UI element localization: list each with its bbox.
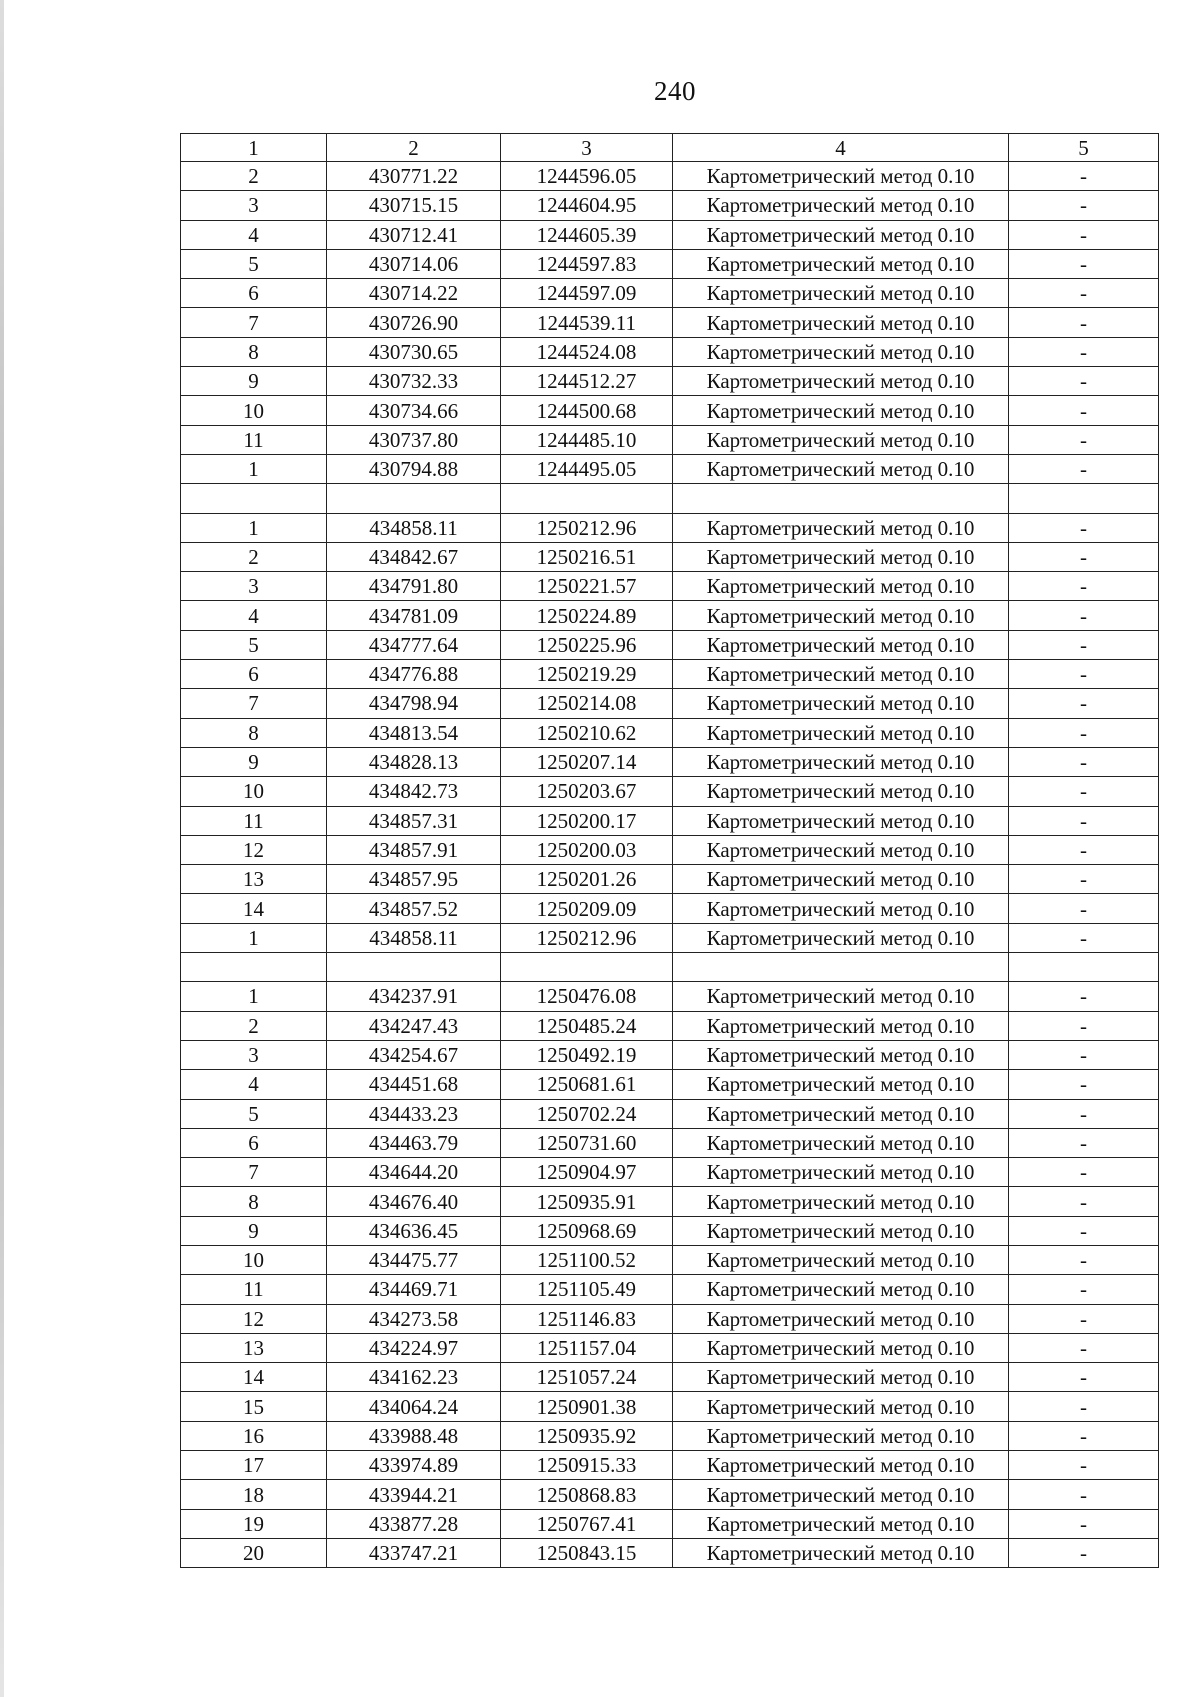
cell-y-coordinate: 1250225.96 <box>501 630 673 659</box>
cell-y-coordinate: 1250492.19 <box>501 1040 673 1069</box>
table-row <box>181 718 1159 747</box>
cell-point-number: 6 <box>181 660 327 689</box>
cell-y-coordinate: 1250201.26 <box>501 865 673 894</box>
cell-y-coordinate: 1250868.83 <box>501 1480 673 1509</box>
cell-point-number: 17 <box>181 1451 327 1480</box>
cell-method: Картометрический метод 0.10 <box>673 1187 1009 1216</box>
cell-method: Картометрический метод 0.10 <box>673 865 1009 894</box>
cell-point-number: 9 <box>181 747 327 776</box>
cell-y-coordinate: 1244512.27 <box>501 367 673 396</box>
column-header-point-number: 1 <box>181 134 327 162</box>
cell-method: Картометрический метод 0.10 <box>673 1333 1009 1362</box>
table-row <box>181 454 1159 483</box>
cell-point-number: 9 <box>181 367 327 396</box>
cell-method: Картометрический метод 0.10 <box>673 1040 1009 1069</box>
cell-method: Картометрический метод 0.10 <box>673 689 1009 718</box>
table-row <box>181 1363 1159 1392</box>
column-header-x-coordinate: 2 <box>327 134 501 162</box>
table-row <box>181 1451 1159 1480</box>
cell-x-coordinate: 430771.22 <box>327 162 501 191</box>
cell-description: - <box>1009 1275 1159 1304</box>
cell-x-coordinate: 434857.31 <box>327 806 501 835</box>
cell-point-number: 8 <box>181 718 327 747</box>
cell-x-coordinate: 434858.11 <box>327 923 501 952</box>
cell-y-coordinate: 1250200.17 <box>501 806 673 835</box>
table-row <box>181 1480 1159 1509</box>
table-row <box>181 572 1159 601</box>
cell-description: - <box>1009 572 1159 601</box>
cell-x-coordinate: 434237.91 <box>327 982 501 1011</box>
table-row <box>181 220 1159 249</box>
cell-y-coordinate: 1244524.08 <box>501 337 673 366</box>
cell-x-coordinate: 434776.88 <box>327 660 501 689</box>
cell-x-coordinate: 430732.33 <box>327 367 501 396</box>
cell-point-number: 13 <box>181 865 327 894</box>
cell-description: - <box>1009 191 1159 220</box>
cell-y-coordinate: 1250210.62 <box>501 718 673 747</box>
table-row <box>181 279 1159 308</box>
table-row <box>181 513 1159 542</box>
cell-method: Картометрический метод 0.10 <box>673 718 1009 747</box>
cell-point-number: 11 <box>181 806 327 835</box>
column-header-method: 4 <box>673 134 1009 162</box>
cell-y-coordinate: 1250901.38 <box>501 1392 673 1421</box>
table-row <box>181 601 1159 630</box>
cell-y-coordinate: 1244539.11 <box>501 308 673 337</box>
table-row <box>181 1070 1159 1099</box>
cell-method: Картометрический метод 0.10 <box>673 279 1009 308</box>
table-row <box>181 1304 1159 1333</box>
cell-description: - <box>1009 542 1159 571</box>
cell-method: Картометрический метод 0.10 <box>673 542 1009 571</box>
table-row <box>181 1275 1159 1304</box>
cell-description: - <box>1009 454 1159 483</box>
cell-y-coordinate <box>501 484 673 513</box>
cell-x-coordinate: 434254.67 <box>327 1040 501 1069</box>
table-row <box>181 249 1159 278</box>
cell-method: Картометрический метод 0.10 <box>673 425 1009 454</box>
cell-y-coordinate: 1250476.08 <box>501 982 673 1011</box>
cell-description: - <box>1009 865 1159 894</box>
cell-y-coordinate: 1251105.49 <box>501 1275 673 1304</box>
cell-point-number: 5 <box>181 630 327 659</box>
cell-y-coordinate: 1250702.24 <box>501 1099 673 1128</box>
table-row <box>181 1421 1159 1450</box>
table-body <box>181 162 1159 1568</box>
cell-point-number: 1 <box>181 454 327 483</box>
table-row <box>181 1011 1159 1040</box>
table-row <box>181 1245 1159 1274</box>
cell-y-coordinate: 1250209.09 <box>501 894 673 923</box>
table-row <box>181 367 1159 396</box>
cell-y-coordinate <box>501 953 673 982</box>
cell-y-coordinate: 1250731.60 <box>501 1128 673 1157</box>
cell-method: Картометрический метод 0.10 <box>673 835 1009 864</box>
cell-y-coordinate: 1244604.95 <box>501 191 673 220</box>
cell-point-number: 7 <box>181 308 327 337</box>
cell-description: - <box>1009 1128 1159 1157</box>
cell-y-coordinate: 1250767.41 <box>501 1509 673 1538</box>
coordinates-table <box>180 133 1159 1568</box>
cell-description: - <box>1009 308 1159 337</box>
cell-x-coordinate: 434857.52 <box>327 894 501 923</box>
cell-x-coordinate: 433974.89 <box>327 1451 501 1480</box>
cell-method: Картометрический метод 0.10 <box>673 1128 1009 1157</box>
cell-method: Картометрический метод 0.10 <box>673 396 1009 425</box>
cell-description: - <box>1009 1451 1159 1480</box>
table-row <box>181 777 1159 806</box>
cell-description: - <box>1009 982 1159 1011</box>
cell-point-number: 16 <box>181 1421 327 1450</box>
cell-y-coordinate: 1250219.29 <box>501 660 673 689</box>
cell-y-coordinate: 1250224.89 <box>501 601 673 630</box>
cell-x-coordinate: 434798.94 <box>327 689 501 718</box>
cell-y-coordinate: 1250485.24 <box>501 1011 673 1040</box>
cell-description: - <box>1009 1070 1159 1099</box>
cell-method: Картометрический метод 0.10 <box>673 1509 1009 1538</box>
cell-point-number: 4 <box>181 601 327 630</box>
cell-y-coordinate: 1250212.96 <box>501 513 673 542</box>
cell-point-number: 11 <box>181 1275 327 1304</box>
cell-method: Картометрический метод 0.10 <box>673 601 1009 630</box>
cell-y-coordinate: 1250214.08 <box>501 689 673 718</box>
cell-method: Картометрический метод 0.10 <box>673 923 1009 952</box>
cell-x-coordinate: 430712.41 <box>327 220 501 249</box>
cell-point-number: 1 <box>181 923 327 952</box>
cell-description: - <box>1009 1040 1159 1069</box>
header-row <box>181 134 1159 162</box>
cell-method: Картометрический метод 0.10 <box>673 1421 1009 1450</box>
table-row <box>181 894 1159 923</box>
cell-method: Картометрический метод 0.10 <box>673 1304 1009 1333</box>
cell-description: - <box>1009 1392 1159 1421</box>
cell-y-coordinate: 1251146.83 <box>501 1304 673 1333</box>
cell-y-coordinate: 1251157.04 <box>501 1333 673 1362</box>
cell-y-coordinate: 1251057.24 <box>501 1363 673 1392</box>
cell-point-number: 3 <box>181 191 327 220</box>
cell-y-coordinate: 1250904.97 <box>501 1158 673 1187</box>
cell-description: - <box>1009 396 1159 425</box>
cell-x-coordinate: 434781.09 <box>327 601 501 630</box>
cell-x-coordinate: 434813.54 <box>327 718 501 747</box>
cell-description: - <box>1009 425 1159 454</box>
cell-description: - <box>1009 1099 1159 1128</box>
cell-description: - <box>1009 220 1159 249</box>
cell-description: - <box>1009 894 1159 923</box>
cell-y-coordinate: 1244605.39 <box>501 220 673 249</box>
cell-point-number: 7 <box>181 1158 327 1187</box>
cell-point-number: 3 <box>181 572 327 601</box>
cell-method: Картометрический метод 0.10 <box>673 1275 1009 1304</box>
cell-y-coordinate: 1250843.15 <box>501 1538 673 1567</box>
cell-y-coordinate: 1244500.68 <box>501 396 673 425</box>
table-row <box>181 1187 1159 1216</box>
cell-point-number: 14 <box>181 1363 327 1392</box>
cell-y-coordinate: 1244495.05 <box>501 454 673 483</box>
cell-method: Картометрический метод 0.10 <box>673 1158 1009 1187</box>
cell-x-coordinate: 434247.43 <box>327 1011 501 1040</box>
cell-point-number: 10 <box>181 777 327 806</box>
cell-method: Картометрический метод 0.10 <box>673 191 1009 220</box>
table-row <box>181 1099 1159 1128</box>
cell-x-coordinate <box>327 484 501 513</box>
cell-point-number: 2 <box>181 1011 327 1040</box>
cell-description: - <box>1009 1304 1159 1333</box>
cell-x-coordinate: 433944.21 <box>327 1480 501 1509</box>
cell-point-number: 2 <box>181 542 327 571</box>
cell-description: - <box>1009 718 1159 747</box>
cell-x-coordinate: 430726.90 <box>327 308 501 337</box>
cell-method: Картометрический метод 0.10 <box>673 367 1009 396</box>
cell-point-number: 12 <box>181 1304 327 1333</box>
cell-description: - <box>1009 1216 1159 1245</box>
cell-y-coordinate: 1244596.05 <box>501 162 673 191</box>
cell-x-coordinate: 434777.64 <box>327 630 501 659</box>
cell-method: Картометрический метод 0.10 <box>673 806 1009 835</box>
cell-x-coordinate: 434636.45 <box>327 1216 501 1245</box>
table-row <box>181 1392 1159 1421</box>
cell-description: - <box>1009 835 1159 864</box>
column-header-y-coordinate: 3 <box>501 134 673 162</box>
table-row <box>181 1128 1159 1157</box>
cell-y-coordinate: 1250915.33 <box>501 1451 673 1480</box>
table-row <box>181 425 1159 454</box>
cell-description: - <box>1009 1538 1159 1567</box>
cell-method: Картометрический метод 0.10 <box>673 894 1009 923</box>
cell-method: Картометрический метод 0.10 <box>673 747 1009 776</box>
cell-point-number: 14 <box>181 894 327 923</box>
cell-description: - <box>1009 747 1159 776</box>
cell-method: Картометрический метод 0.10 <box>673 308 1009 337</box>
cell-point-number: 4 <box>181 1070 327 1099</box>
cell-point-number <box>181 484 327 513</box>
cell-method: Картометрический метод 0.10 <box>673 660 1009 689</box>
cell-point-number: 5 <box>181 249 327 278</box>
cell-y-coordinate: 1250207.14 <box>501 747 673 776</box>
table-row <box>181 1333 1159 1362</box>
cell-x-coordinate: 434469.71 <box>327 1275 501 1304</box>
cell-x-coordinate: 430714.06 <box>327 249 501 278</box>
cell-method: Картометрический метод 0.10 <box>673 220 1009 249</box>
table-row <box>181 835 1159 864</box>
table-row <box>181 542 1159 571</box>
table-header <box>181 134 1159 162</box>
cell-description: - <box>1009 630 1159 659</box>
cell-point-number: 20 <box>181 1538 327 1567</box>
table-row <box>181 1509 1159 1538</box>
cell-description: - <box>1009 777 1159 806</box>
cell-x-coordinate: 434857.91 <box>327 835 501 864</box>
cell-x-coordinate: 434791.80 <box>327 572 501 601</box>
cell-x-coordinate: 430737.80 <box>327 425 501 454</box>
cell-description <box>1009 953 1159 982</box>
cell-y-coordinate: 1244597.83 <box>501 249 673 278</box>
cell-y-coordinate: 1250200.03 <box>501 835 673 864</box>
cell-x-coordinate: 433988.48 <box>327 1421 501 1450</box>
cell-point-number: 6 <box>181 1128 327 1157</box>
cell-description <box>1009 484 1159 513</box>
cell-method: Картометрический метод 0.10 <box>673 572 1009 601</box>
cell-description: - <box>1009 513 1159 542</box>
table-row <box>181 162 1159 191</box>
table-row <box>181 1216 1159 1245</box>
cell-point-number: 15 <box>181 1392 327 1421</box>
table-row <box>181 308 1159 337</box>
cell-y-coordinate: 1251100.52 <box>501 1245 673 1274</box>
cell-point-number: 2 <box>181 162 327 191</box>
cell-method: Картометрический метод 0.10 <box>673 1070 1009 1099</box>
cell-method: Картометрический метод 0.10 <box>673 1245 1009 1274</box>
cell-method: Картометрический метод 0.10 <box>673 1480 1009 1509</box>
cell-method <box>673 953 1009 982</box>
cell-method: Картометрический метод 0.10 <box>673 1216 1009 1245</box>
table-row <box>181 396 1159 425</box>
cell-description: - <box>1009 1509 1159 1538</box>
table-row <box>181 923 1159 952</box>
cell-point-number: 11 <box>181 425 327 454</box>
cell-point-number: 10 <box>181 396 327 425</box>
cell-description: - <box>1009 660 1159 689</box>
cell-x-coordinate: 434644.20 <box>327 1158 501 1187</box>
cell-description: - <box>1009 1158 1159 1187</box>
cell-point-number <box>181 953 327 982</box>
cell-point-number: 9 <box>181 1216 327 1245</box>
cell-y-coordinate: 1250221.57 <box>501 572 673 601</box>
cell-x-coordinate: 434475.77 <box>327 1245 501 1274</box>
cell-method: Картометрический метод 0.10 <box>673 1451 1009 1480</box>
cell-point-number: 5 <box>181 1099 327 1128</box>
cell-x-coordinate: 434064.24 <box>327 1392 501 1421</box>
cell-x-coordinate: 434842.67 <box>327 542 501 571</box>
page-number: 240 <box>654 76 696 106</box>
cell-x-coordinate: 434858.11 <box>327 513 501 542</box>
table-row <box>181 1040 1159 1069</box>
cell-description: - <box>1009 1363 1159 1392</box>
cell-point-number: 6 <box>181 279 327 308</box>
cell-method: Картометрический метод 0.10 <box>673 982 1009 1011</box>
cell-x-coordinate: 434463.79 <box>327 1128 501 1157</box>
cell-description: - <box>1009 1333 1159 1362</box>
cell-point-number: 12 <box>181 835 327 864</box>
cell-point-number: 13 <box>181 1333 327 1362</box>
cell-description: - <box>1009 279 1159 308</box>
cell-method: Картометрический метод 0.10 <box>673 1011 1009 1040</box>
cell-method: Картометрический метод 0.10 <box>673 513 1009 542</box>
table-row <box>181 630 1159 659</box>
cell-point-number: 18 <box>181 1480 327 1509</box>
table-row <box>181 747 1159 776</box>
cell-point-number: 1 <box>181 982 327 1011</box>
cell-x-coordinate: 434857.95 <box>327 865 501 894</box>
cell-point-number: 4 <box>181 220 327 249</box>
cell-y-coordinate: 1250212.96 <box>501 923 673 952</box>
cell-point-number: 7 <box>181 689 327 718</box>
cell-method: Картометрический метод 0.10 <box>673 454 1009 483</box>
cell-x-coordinate: 434451.68 <box>327 1070 501 1099</box>
cell-y-coordinate: 1244597.09 <box>501 279 673 308</box>
table-row <box>181 806 1159 835</box>
cell-y-coordinate: 1250216.51 <box>501 542 673 571</box>
cell-description: - <box>1009 337 1159 366</box>
table-row <box>181 865 1159 894</box>
cell-point-number: 1 <box>181 513 327 542</box>
cell-y-coordinate: 1250681.61 <box>501 1070 673 1099</box>
table-row <box>181 689 1159 718</box>
cell-point-number: 8 <box>181 337 327 366</box>
column-header-description: 5 <box>1009 134 1159 162</box>
cell-y-coordinate: 1244485.10 <box>501 425 673 454</box>
cell-method: Картометрический метод 0.10 <box>673 337 1009 366</box>
cell-y-coordinate: 1250968.69 <box>501 1216 673 1245</box>
cell-method: Картометрический метод 0.10 <box>673 249 1009 278</box>
cell-y-coordinate: 1250935.91 <box>501 1187 673 1216</box>
cell-x-coordinate: 430794.88 <box>327 454 501 483</box>
cell-method <box>673 484 1009 513</box>
cell-x-coordinate: 430715.15 <box>327 191 501 220</box>
cell-point-number: 19 <box>181 1509 327 1538</box>
table-row <box>181 337 1159 366</box>
cell-x-coordinate: 434162.23 <box>327 1363 501 1392</box>
cell-description: - <box>1009 806 1159 835</box>
cell-y-coordinate: 1250935.92 <box>501 1421 673 1450</box>
cell-x-coordinate: 434842.73 <box>327 777 501 806</box>
table-row <box>181 1158 1159 1187</box>
cell-x-coordinate: 434676.40 <box>327 1187 501 1216</box>
table-row <box>181 1538 1159 1567</box>
cell-description: - <box>1009 1187 1159 1216</box>
table-row <box>181 191 1159 220</box>
table-row <box>181 660 1159 689</box>
cell-method: Картометрический метод 0.10 <box>673 1363 1009 1392</box>
cell-description: - <box>1009 367 1159 396</box>
cell-description: - <box>1009 1480 1159 1509</box>
cell-point-number: 3 <box>181 1040 327 1069</box>
cell-x-coordinate <box>327 953 501 982</box>
cell-x-coordinate: 434224.97 <box>327 1333 501 1362</box>
cell-point-number: 8 <box>181 1187 327 1216</box>
cell-x-coordinate: 434273.58 <box>327 1304 501 1333</box>
cell-method: Картометрический метод 0.10 <box>673 162 1009 191</box>
cell-x-coordinate: 430714.22 <box>327 279 501 308</box>
cell-method: Картометрический метод 0.10 <box>673 777 1009 806</box>
cell-description: - <box>1009 1245 1159 1274</box>
cell-description: - <box>1009 923 1159 952</box>
cell-description: - <box>1009 601 1159 630</box>
cell-method: Картометрический метод 0.10 <box>673 630 1009 659</box>
cell-x-coordinate: 433747.21 <box>327 1538 501 1567</box>
cell-description: - <box>1009 1011 1159 1040</box>
table-spacer-row <box>181 953 1159 982</box>
cell-y-coordinate: 1250203.67 <box>501 777 673 806</box>
cell-x-coordinate: 434433.23 <box>327 1099 501 1128</box>
cell-method: Картометрический метод 0.10 <box>673 1099 1009 1128</box>
cell-x-coordinate: 434828.13 <box>327 747 501 776</box>
cell-x-coordinate: 433877.28 <box>327 1509 501 1538</box>
cell-description: - <box>1009 162 1159 191</box>
cell-point-number: 10 <box>181 1245 327 1274</box>
table-spacer-row <box>181 484 1159 513</box>
cell-x-coordinate: 430730.65 <box>327 337 501 366</box>
cell-method: Картометрический метод 0.10 <box>673 1392 1009 1421</box>
cell-x-coordinate: 430734.66 <box>327 396 501 425</box>
table-row <box>181 982 1159 1011</box>
cell-method: Картометрический метод 0.10 <box>673 1538 1009 1567</box>
cell-description: - <box>1009 689 1159 718</box>
scan-edge-shadow <box>0 0 4 1697</box>
cell-description: - <box>1009 249 1159 278</box>
cell-description: - <box>1009 1421 1159 1450</box>
